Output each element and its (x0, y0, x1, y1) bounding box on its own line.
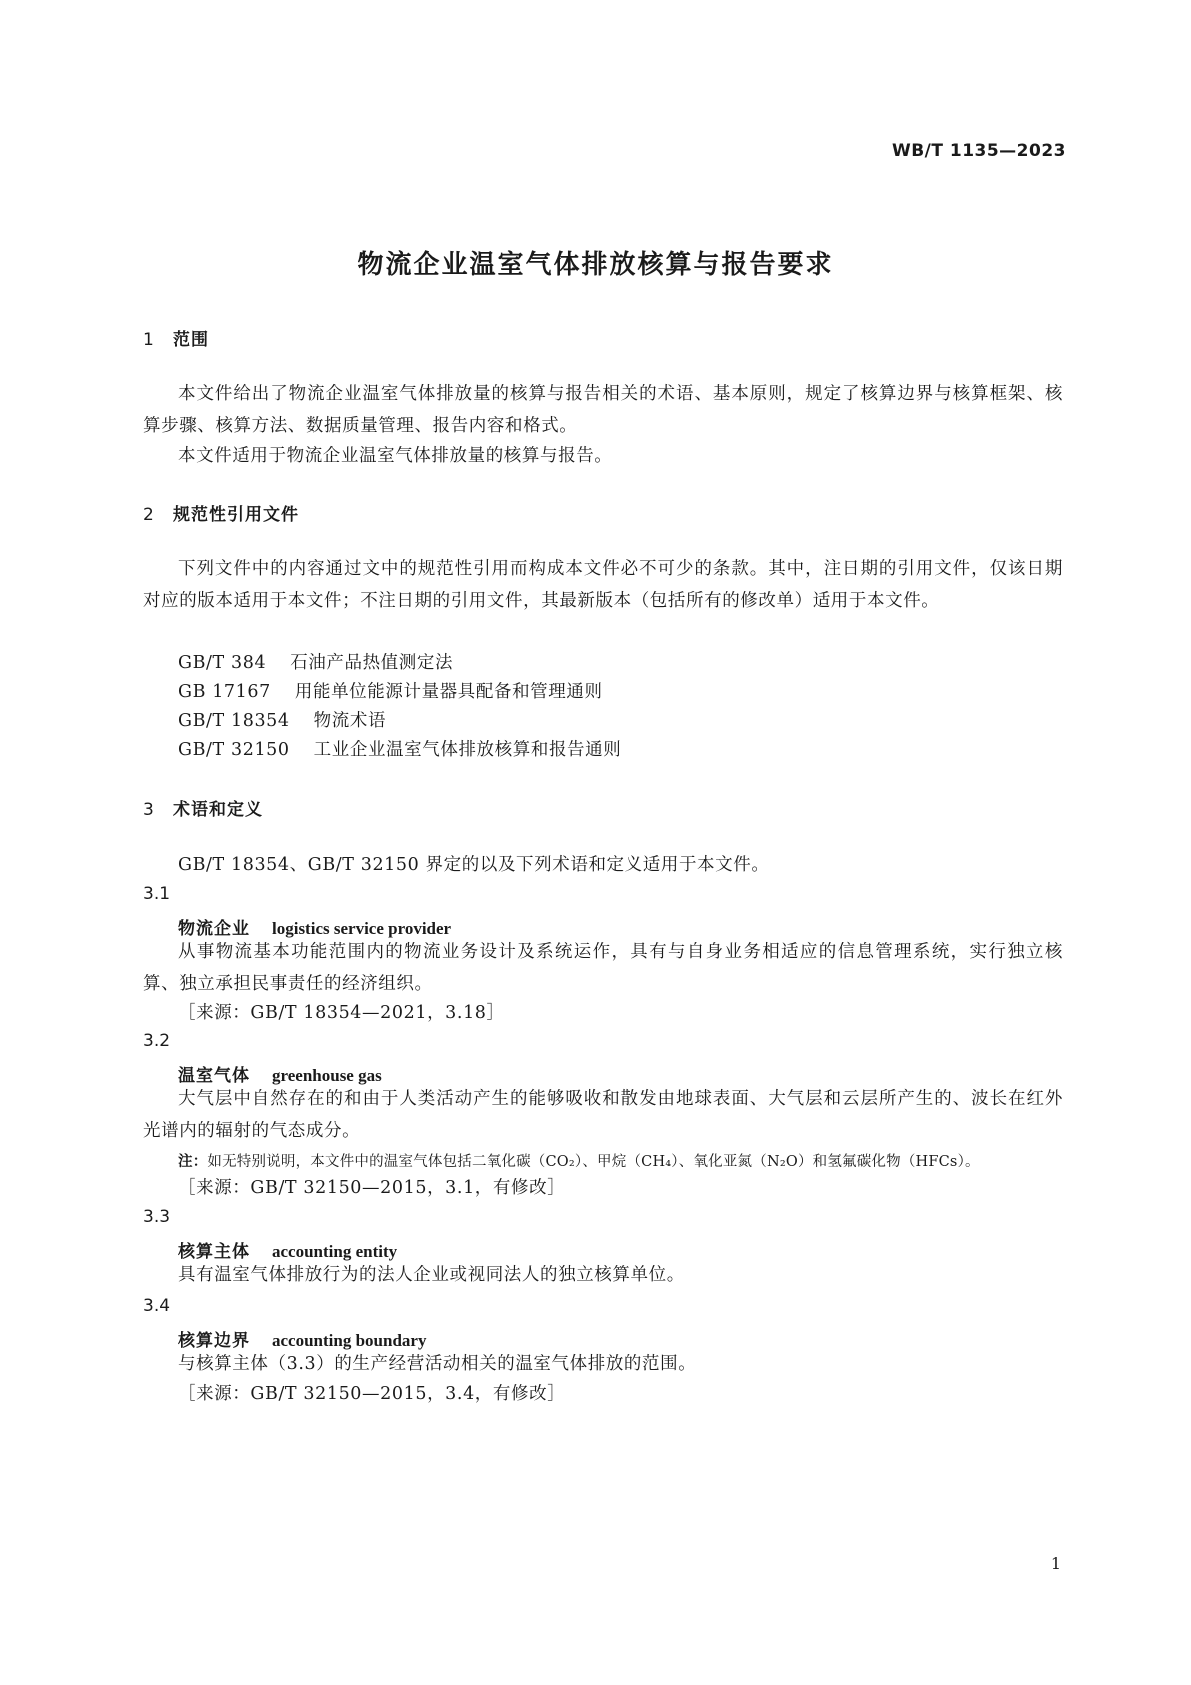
section-number: 1 (143, 330, 155, 350)
section-title: 术语和定义 (173, 800, 263, 820)
term-number: 3.2 (143, 1031, 171, 1051)
section-number: 2 (143, 505, 155, 525)
term-english: accounting boundary (272, 1331, 427, 1350)
term-definition: 具有温室气体排放行为的法人企业或视同法人的独立核算单位。 (178, 1265, 685, 1285)
reference-code: GB/T 384 (178, 653, 267, 673)
page-number: 1 (1050, 1554, 1061, 1573)
reference-code: GB 17167 (178, 682, 271, 702)
term-english: accounting entity (272, 1242, 398, 1261)
reference-item (178, 705, 386, 737)
term-number: 3.3 (143, 1207, 171, 1227)
term-definition: 大气层中自然存在的和由于人类活动产生的能够吸收和散发由地球表面、大气层和云层所产生的、波长在红外光谱内的辐射的气态成分。 (143, 1089, 1063, 1141)
reference-title: 物流术语 (313, 711, 387, 731)
reference-title: 用能单位能源计量器具配备和管理通则 (294, 682, 603, 702)
section-heading-scope (143, 325, 209, 350)
standard-code: WB/T 1135—2023 (891, 141, 1066, 161)
reference-code: GB/T 18354 (178, 711, 290, 731)
term-english: logistics service provider (272, 919, 452, 938)
section-title: 规范性引用文件 (173, 505, 299, 525)
term-source: ［来源：GB/T 18354—2021，3.18］ (178, 1003, 505, 1023)
reference-item (178, 647, 453, 679)
term-chinese: 核算主体 (178, 1242, 250, 1262)
term-definition: 从事物流基本功能范围内的物流业务设计及系统运作，具有与自身业务相适应的信息管理系统，实行独立核算、独立承担民事责任的经济组织。 (143, 942, 1063, 994)
section-number: 3 (143, 800, 155, 820)
section-title: 范围 (173, 330, 209, 350)
references-paragraph: 下列文件中的内容通过文中的规范性引用而构成本文件必不可少的条款。其中，注日期的引用文件，仅该日期对应的版本适用于本文件；不注日期的引用文件，其最新版本（包括所有的修改单）适用于本文件。 (143, 559, 1063, 611)
reference-item (178, 676, 603, 708)
note-label: 注： (178, 1154, 208, 1170)
term-note (178, 1150, 980, 1171)
reference-title: 工业企业温室气体排放核算和报告通则 (313, 740, 622, 760)
section-heading-terms (143, 795, 263, 820)
term-english: greenhouse gas (272, 1066, 382, 1085)
reference-item (178, 734, 621, 766)
scope-paragraph-2: 本文件适用于物流企业温室气体排放量的核算与报告。 (178, 446, 613, 466)
note-text: 如无特别说明，本文件中的温室气体包括二氧化碳（CO₂）、甲烷（CH₄）、氧化亚氮（N₂O）和氢氟碳化物（HFCs）。 (207, 1154, 980, 1170)
document-title: 物流企业温室气体排放核算与报告要求 (357, 250, 834, 280)
term-chinese: 物流企业 (178, 919, 250, 939)
reference-code: GB/T 32150 (178, 740, 290, 760)
term-chinese: 核算边界 (178, 1331, 250, 1351)
terms-intro: GB/T 18354、GB/T 32150 界定的以及下列术语和定义适用于本文件。 (178, 855, 770, 875)
section-heading-normative-references (143, 500, 299, 525)
scope-paragraph-1: 本文件给出了物流企业温室气体排放量的核算与报告相关的术语、基本原则，规定了核算边界与核算框架、核算步骤、核算方法、数据质量管理、报告内容和格式。 (143, 384, 1063, 436)
term-number: 3.1 (143, 884, 171, 904)
reference-title: 石油产品热值测定法 (290, 653, 454, 673)
term-chinese: 温室气体 (178, 1066, 250, 1086)
term-definition: 与核算主体（3.3）的生产经营活动相关的温室气体排放的范围。 (178, 1354, 697, 1374)
term-number: 3.4 (143, 1296, 171, 1316)
term-source: ［来源：GB/T 32150—2015，3.4，有修改］ (178, 1384, 566, 1404)
term-source: ［来源：GB/T 32150—2015，3.1，有修改］ (178, 1178, 566, 1198)
